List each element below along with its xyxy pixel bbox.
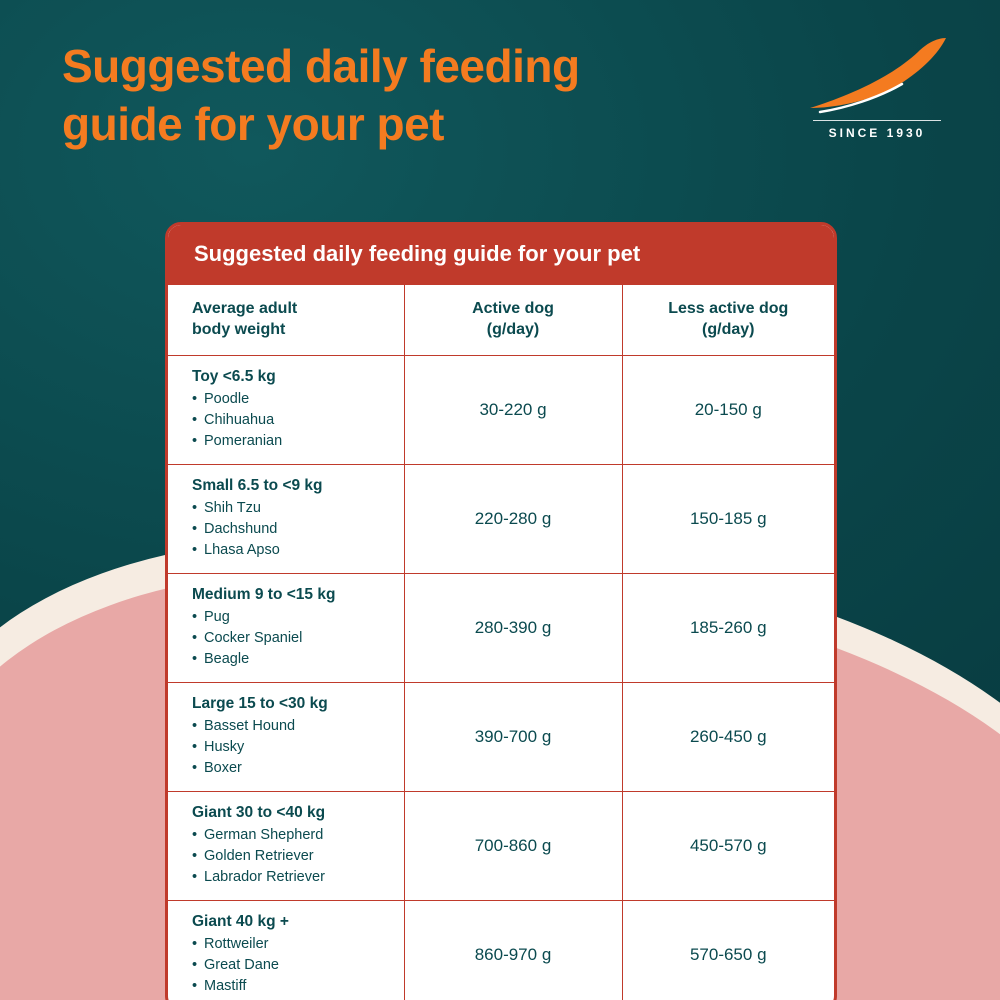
list-item: • Chihuahua — [192, 410, 394, 431]
row-active-amount: 30-220 g — [404, 355, 622, 464]
list-item: • German Shepherd — [192, 825, 394, 846]
row-breed-cell — [168, 464, 404, 573]
table-body — [168, 355, 834, 1000]
list-item: • Lhasa Apso — [192, 540, 394, 561]
feeding-guide-card — [165, 222, 837, 1000]
column-header-weight-line-2: body weight — [192, 320, 286, 338]
row-breed-list — [192, 607, 394, 670]
page-title-line-1: Suggested daily feeding — [62, 40, 580, 92]
row-less-active-amount: 450-570 g — [622, 791, 834, 900]
list-item: • Rottweiler — [192, 934, 394, 955]
row-breed-cell — [168, 573, 404, 682]
brand-logo — [792, 36, 962, 140]
row-breed-list — [192, 498, 394, 561]
column-header-less-active-dog — [622, 285, 834, 355]
table-header-row — [168, 285, 834, 355]
row-size-label: Small 6.5 to <9 kg — [192, 476, 323, 494]
page-title-line-2: guide for your pet — [62, 97, 444, 150]
list-item: • Shih Tzu — [192, 498, 394, 519]
row-breed-cell — [168, 900, 404, 1000]
column-header-weight — [168, 285, 404, 355]
row-size-label: Toy <6.5 kg — [192, 367, 276, 385]
row-breed-list — [192, 389, 394, 452]
flame-icon — [792, 36, 962, 114]
row-less-active-amount: 260-450 g — [622, 682, 834, 791]
column-header-weight-line-1: Average adult — [192, 300, 298, 317]
column-header-active-line-2: (g/day) — [486, 320, 540, 338]
list-item: • Pomeranian — [192, 431, 394, 452]
row-active-amount: 700-860 g — [404, 791, 622, 900]
column-header-less-active-line-2: (g/day) — [702, 320, 755, 338]
card-title: Suggested daily feeding guide for your pet — [168, 225, 834, 285]
row-less-active-amount: 20-150 g — [622, 355, 834, 464]
row-active-amount: 390-700 g — [404, 682, 622, 791]
row-size-label: Giant 40 kg + — [192, 912, 289, 930]
row-breed-list — [192, 825, 394, 888]
page-title — [62, 38, 762, 153]
list-item: • Dachshund — [192, 519, 394, 540]
column-header-active-line-1: Active dog — [472, 300, 554, 317]
list-item: • Golden Retriever — [192, 846, 394, 867]
row-less-active-amount: 185-260 g — [622, 573, 834, 682]
list-item: • Boxer — [192, 758, 394, 779]
list-item: • Pug — [192, 607, 394, 628]
table-header — [168, 285, 834, 355]
row-active-amount: 860-970 g — [404, 900, 622, 1000]
row-size-label: Large 15 to <30 kg — [192, 694, 328, 712]
table-row — [168, 464, 834, 573]
logo-since-label: SINCE 1930 — [813, 120, 941, 140]
list-item: • Beagle — [192, 649, 394, 670]
row-active-amount: 280-390 g — [404, 573, 622, 682]
column-header-active-dog — [404, 285, 622, 355]
table-row — [168, 355, 834, 464]
table-row — [168, 573, 834, 682]
row-breed-cell — [168, 355, 404, 464]
row-breed-cell — [168, 791, 404, 900]
list-item: • Basset Hound — [192, 716, 394, 737]
list-item: • Labrador Retriever — [192, 867, 394, 888]
table-row — [168, 682, 834, 791]
list-item: • Great Dane — [192, 955, 394, 976]
row-less-active-amount: 150-185 g — [622, 464, 834, 573]
list-item: • Poodle — [192, 389, 394, 410]
row-size-label: Medium 9 to <15 kg — [192, 585, 336, 603]
row-less-active-amount: 570-650 g — [622, 900, 834, 1000]
table-row — [168, 791, 834, 900]
column-header-less-active-line-1: Less active dog — [668, 300, 789, 317]
table-row — [168, 900, 834, 1000]
list-item: • Mastiff — [192, 976, 394, 997]
row-breed-list — [192, 716, 394, 779]
row-breed-list — [192, 934, 394, 997]
feeding-guide-table — [168, 285, 834, 1000]
row-breed-cell — [168, 682, 404, 791]
list-item: • Cocker Spaniel — [192, 628, 394, 649]
row-size-label: Giant 30 to <40 kg — [192, 803, 326, 821]
list-item: • Husky — [192, 737, 394, 758]
row-active-amount: 220-280 g — [404, 464, 622, 573]
